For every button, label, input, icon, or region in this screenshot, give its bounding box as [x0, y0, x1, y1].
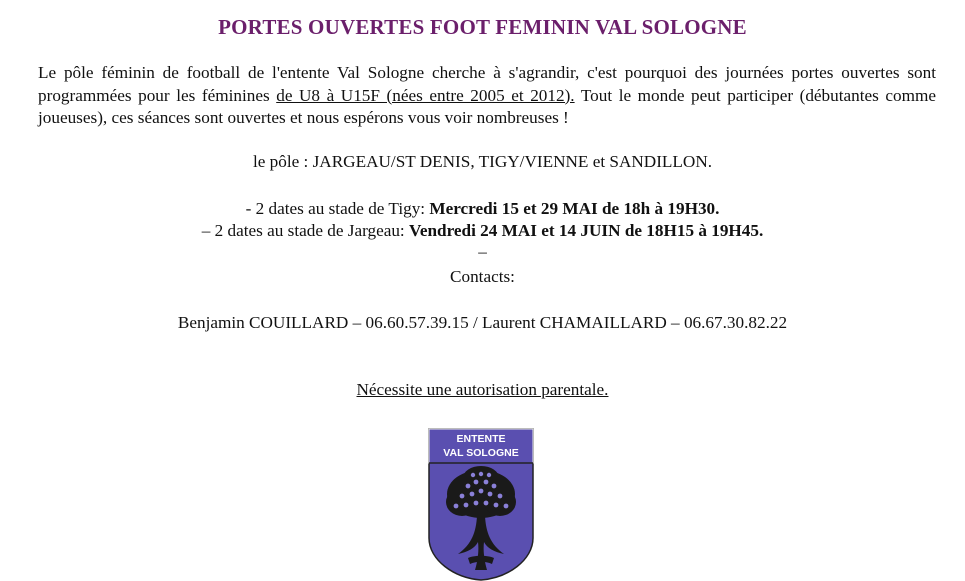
dates-tigy	[0, 198, 965, 220]
club-logo	[428, 428, 534, 581]
dash-line: –	[478, 242, 487, 261]
dates-jargeau-prefix: – 2 dates au stade de Jargeau:	[201, 221, 410, 240]
parental-notice	[0, 379, 965, 401]
age-range-text: de U8 à U15F (nées entre 2005 et 2012).	[276, 85, 575, 105]
contacts-label: Contacts:	[450, 267, 515, 286]
logo-text-line2: VAL SOLOGNE	[443, 447, 519, 459]
logo-text-line1: ENTENTE	[456, 433, 506, 445]
dates-jargeau	[0, 220, 965, 242]
dates-tigy-prefix: - 2 dates au stade de Tigy:	[245, 199, 430, 218]
dates-tigy-schedule: Mercredi 15 et 29 MAI de 18h à 19H30.	[429, 199, 720, 218]
pole-line: le pôle : JARGEAU/ST DENIS, TIGY/VIENNE et SANDILLON.	[252, 152, 713, 171]
intro-paragraph	[38, 62, 936, 130]
intro-text-start: Le pôle féminin de football de l'entente Val Sologne cherche à s'agrandir, c'est pourquoi des journées portes ouvertes sont programmées pour les féminines	[38, 63, 936, 105]
intro-text-end: Tout le monde peut participer (débutantes comme joueuses), ces séances sont ouvertes et nous espérons vous voir nombreuses !	[38, 85, 936, 127]
page-title: PORTES OUVERTES FOOT FEMININ VAL SOLOGNE	[218, 15, 747, 39]
dates-jargeau-schedule: Vendredi 24 MAI et 14 JUIN de 18H15 à 19H45.	[409, 221, 764, 240]
contacts-line: Benjamin COUILLARD – 06.60.57.39.15 / Laurent CHAMAILLARD – 06.67.30.82.22	[177, 313, 788, 332]
parental-notice-text: Nécessite une autorisation parentale.	[356, 380, 609, 399]
